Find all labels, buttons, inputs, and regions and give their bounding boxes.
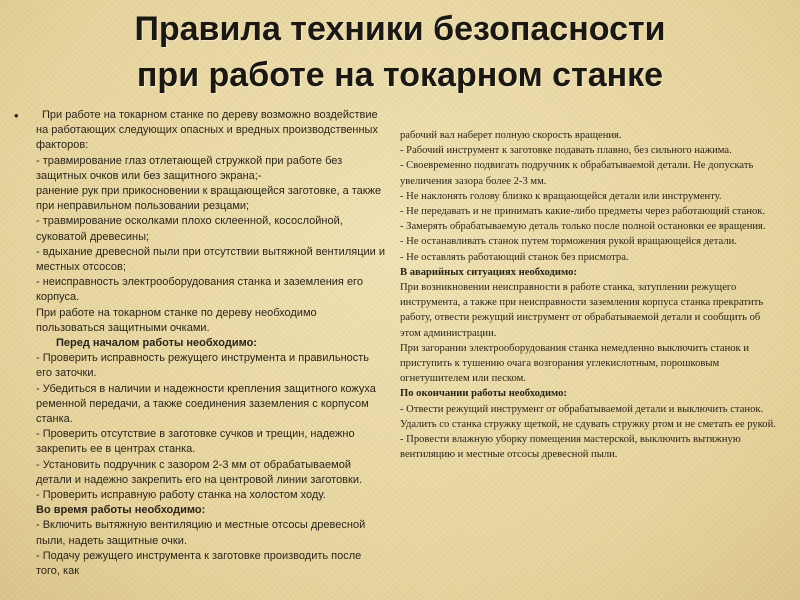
hazard-item: - травмирование глаз отлетающей стружкой при работе без защитных очков или без защитного экрана;- [36, 154, 343, 182]
during-work-item: - Включить вытяжную вентиляцию и местные отсосы древесной пыли, надеть защитные очки. [36, 519, 366, 547]
hazard-item: - неисправность электрооборудования станка и заземления его корпуса. [36, 276, 363, 304]
left-column [36, 108, 388, 579]
during-work-item: - Не передавать и не принимать какие-либо предметы через работающий станок. [400, 206, 766, 218]
emergency-heading: В аварийных ситуациях необходимо: [400, 266, 577, 278]
before-work-item: - Установить подручник с зазором 2-3 мм от обрабатываемой детали и надежно закрепить его на центровой линии заготовки. [36, 458, 363, 486]
before-work-heading: Перед началом работы необходимо: [56, 337, 257, 350]
during-work-item: - Не оставлять работающий станок без присмотра. [400, 251, 629, 263]
after-work-item: - Провести влажную уборку помещения мастерской, выключить вытяжную вентиляцию и местные отсосы древесной пыли. [400, 434, 741, 461]
after-work-item: - Отвести режущий инструмент от обрабатываемой детали и выключить станок. Удалить со станка стружку щеткой, не сдувать стружку ртом и не сметать ее рукой. [400, 403, 776, 430]
emergency-item: При возникновении неисправности в работе станка, затуплении режущего инструмента, а также при неисправности заземления корпуса станка прекратить работу, отвести режущий инструмент от обрабатываемой детали и сообщить об этом администрации. [400, 282, 764, 339]
during-work-heading: Во время работы необходимо: [36, 504, 206, 517]
title-line-2: при работе на токарном станке [136, 56, 664, 94]
during-work-item: - Не останавливать станок путем торможения рукой вращающейся детали. [400, 236, 737, 248]
title-line-1: Правила техники безопасности [134, 10, 666, 48]
glasses-note: При работе на токарном станке по дереву необходимо пользоваться защитными очками. [36, 306, 317, 334]
before-work-item: - Убедиться в наличии и надежности крепления защитного кожуха ременной передачи, а также соединения заземления с корпусом станка. [36, 382, 376, 426]
during-work-item: - Своевременно подвигать подручник к обрабатываемой детали. Не допускать увеличения зазора более 2-3 мм. [400, 160, 754, 187]
during-work-item: - Не наклонять голову близко к вращающейся детали или инструменту. [400, 190, 722, 202]
before-work-item: - Проверить отсутствие в заготовке сучков и трещин, надежно закрепить ее в центрах станка. [36, 428, 355, 456]
during-work-item: - Подачу режущего инструмента к заготовке производить после того, как [36, 549, 362, 578]
bullet-marker: • [14, 108, 19, 123]
before-work-item: - Проверить исправность режущего инструмента и правильность его заточки. [36, 352, 370, 380]
intro-paragraph: При работе на токарном станке по дереву возможно воздействие на работающих следующих опасных и вредных производственных факторов: [36, 109, 378, 152]
during-work-item: рабочий вал наберет полную скорость вращения. [400, 130, 622, 141]
during-work-item: - Рабочий инструмент к заготовке подавать плавно, без сильного нажима. [400, 145, 732, 157]
hazard-item: - вдыхание древесной пыли при отсутствии вытяжной вентиляции и местных отсосов; [36, 245, 385, 274]
before-work-item: - Проверить исправную работу станка на холостом ходу. [36, 489, 326, 502]
after-work-heading: По окончании работы необходимо: [400, 388, 567, 400]
hazard-item: ранение рук при прикосновении к вращающейся заготовке, а также при неправильном пользовании резцами; [36, 185, 382, 213]
right-column [400, 128, 782, 462]
during-work-item: - Замерять обрабатываемую деталь только после полной остановки ее вращения. [400, 221, 766, 233]
emergency-item: При загорании электрооборудования станка немедленно выключить станок и приступить к тушению очага возгорания углекислотным, порошковым огнетушителем или песком. [400, 342, 750, 385]
hazard-item: - травмирование осколками плохо склеенной, косослойной, суковатой древесины; [36, 215, 343, 243]
slide-title [0, 6, 800, 98]
